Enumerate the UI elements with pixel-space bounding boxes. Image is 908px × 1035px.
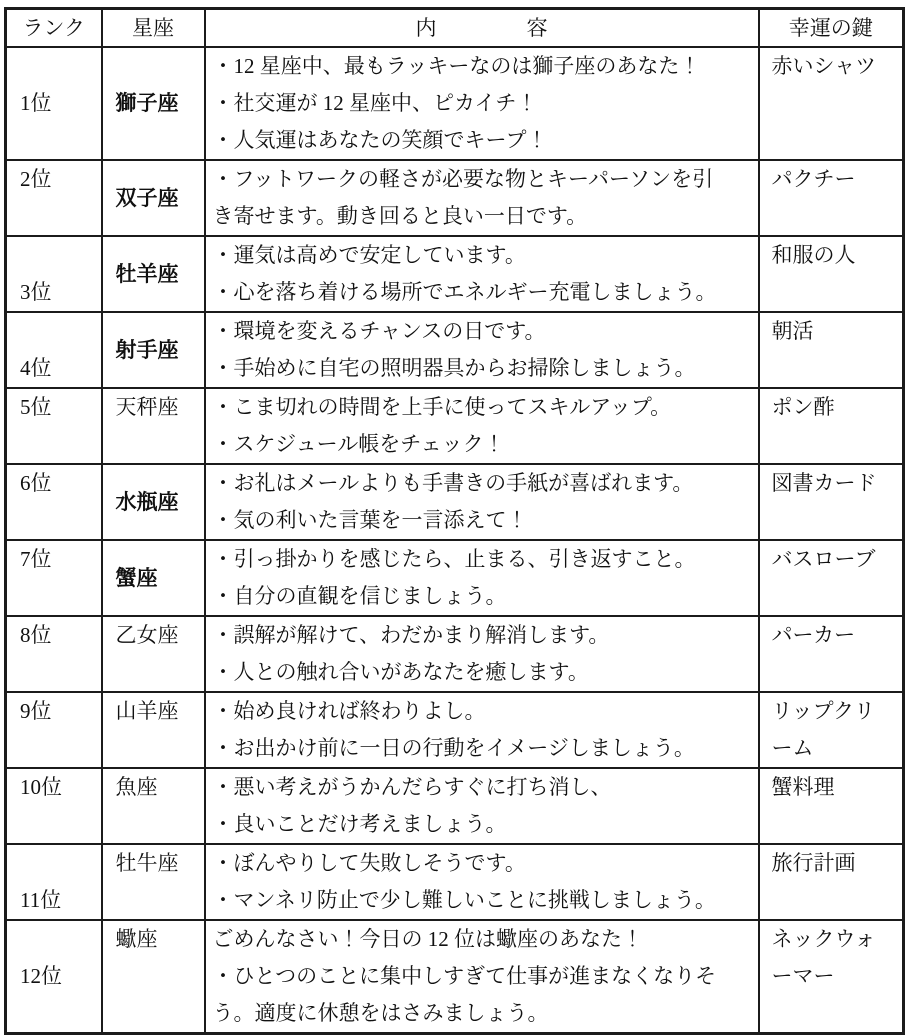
sign-cell: 山羊座 <box>102 692 205 768</box>
lucky-cell <box>759 768 904 844</box>
table-row <box>6 160 904 236</box>
content-line: ・心を落ち着ける場所でエネルギー充電しましょう。 <box>212 280 717 304</box>
content-line: ・人気運はあなたの笑顔でキープ！ <box>212 128 548 152</box>
content-line: ・始め良ければ終わりよし。 <box>212 699 486 723</box>
sign-cell: 獅子座 <box>102 47 205 160</box>
content-line: ・悪い考えがうかんだらすぐに打ち消し、 <box>212 775 612 799</box>
sign-cell: 天秤座 <box>102 388 205 464</box>
header-content-char-1: 内 <box>415 16 437 40</box>
lucky-cell <box>759 236 904 312</box>
rank-cell: 10位 <box>6 768 102 844</box>
lucky-line: 朝活 <box>771 319 814 343</box>
lucky-cell <box>759 844 904 920</box>
lucky-line: 和服の人 <box>771 243 856 267</box>
content-line: ・人との触れ合いがあなたを癒します。 <box>212 660 589 684</box>
content-line: ・引っ掛かりを感じたら、止まる、引き返すこと。 <box>212 547 696 571</box>
header-content-inner <box>206 11 758 45</box>
lucky-line: パクチー <box>771 167 856 191</box>
rank-cell: 9位 <box>6 692 102 768</box>
lucky-cell <box>759 388 904 464</box>
content-line: ・誤解が解けて、わだかまり解消します。 <box>212 623 610 647</box>
content-cell <box>205 160 759 236</box>
sign-cell: 蠍座 <box>102 920 205 1034</box>
table-row <box>6 768 904 844</box>
table-row <box>6 47 904 160</box>
lucky-cell <box>759 616 904 692</box>
content-cell <box>205 236 759 312</box>
table-header <box>6 9 904 48</box>
lucky-line: パーカー <box>771 623 856 647</box>
rank-cell: 5位 <box>6 388 102 464</box>
sign-cell: 水瓶座 <box>102 464 205 540</box>
content-line: ・ぼんやりして失敗しそうです。 <box>212 851 526 875</box>
content-line: ・お礼はメールよりも手書きの手紙が喜ばれます。 <box>212 471 694 495</box>
content-line: ・環境を変えるチャンスの日です。 <box>212 319 546 343</box>
table-row <box>6 920 904 1034</box>
content-line: ・運気は高めで安定しています。 <box>212 243 526 267</box>
lucky-line: 赤いシャツ <box>771 54 877 78</box>
lucky-line: リップクリ <box>771 699 876 723</box>
lucky-cell <box>759 540 904 616</box>
table-row <box>6 540 904 616</box>
lucky-line: ーマー <box>771 964 835 988</box>
content-cell <box>205 768 759 844</box>
header-rank: ランク <box>6 9 102 48</box>
content-line: ・お出かけ前に一日の行動をイメージしましょう。 <box>212 736 695 760</box>
content-line: ・社交運が 12 星座中、ピカイチ！ <box>212 91 538 115</box>
table-row <box>6 616 904 692</box>
table-row <box>6 692 904 768</box>
lucky-cell <box>759 464 904 540</box>
table-row <box>6 464 904 540</box>
header-content-char-2: 容 <box>526 16 548 40</box>
rank-cell: 2位 <box>6 160 102 236</box>
content-line: ・良いことだけ考えましょう。 <box>212 812 507 836</box>
lucky-line: ポン酢 <box>771 395 835 419</box>
lucky-line: 蟹料理 <box>771 775 835 799</box>
content-line: ・マンネリ防止で少し難しいことに挑戦しましょう。 <box>212 888 716 912</box>
rank-cell: 1位 <box>6 47 102 160</box>
rank-cell: 8位 <box>6 616 102 692</box>
content-cell <box>205 388 759 464</box>
lucky-line: ネックウォ <box>771 927 876 951</box>
sign-cell: 双子座 <box>102 160 205 236</box>
table-body <box>6 47 904 1034</box>
header-row <box>6 9 904 48</box>
lucky-cell <box>759 47 904 160</box>
content-cell <box>205 540 759 616</box>
content-cell <box>205 616 759 692</box>
lucky-cell <box>759 920 904 1034</box>
content-line: ・12 星座中、最もラッキーなのは獅子座のあなた！ <box>212 54 701 78</box>
content-line: う。適度に休憩をはさみましょう。 <box>212 1001 549 1025</box>
content-line: ・手始めに自宅の照明器具からお掃除しましょう。 <box>212 356 696 380</box>
rank-cell: 12位 <box>6 920 102 1034</box>
header-sign: 星座 <box>102 9 205 48</box>
lucky-cell <box>759 692 904 768</box>
table-row <box>6 388 904 464</box>
content-line: ・ひとつのことに集中しすぎて仕事が進まなくなりそ <box>212 964 717 988</box>
content-cell <box>205 464 759 540</box>
content-cell <box>205 312 759 388</box>
header-lucky: 幸運の鍵 <box>759 9 904 48</box>
content-cell <box>205 920 759 1034</box>
content-cell <box>205 692 759 768</box>
sign-cell: 射手座 <box>102 312 205 388</box>
sign-cell: 魚座 <box>102 768 205 844</box>
content-line: き寄せます。動き回ると良い一日です。 <box>212 204 588 228</box>
sign-cell: 乙女座 <box>102 616 205 692</box>
lucky-line: 旅行計画 <box>771 851 856 875</box>
rank-cell: 7位 <box>6 540 102 616</box>
content-line: ・スケジュール帳をチェック！ <box>212 432 505 456</box>
lucky-line: ーム <box>771 736 814 760</box>
table-row <box>6 236 904 312</box>
sign-cell: 牡牛座 <box>102 844 205 920</box>
content-cell <box>205 844 759 920</box>
table-row <box>6 312 904 388</box>
lucky-cell <box>759 312 904 388</box>
lucky-line: バスローブ <box>771 547 876 571</box>
rank-cell: 11位 <box>6 844 102 920</box>
content-line: ・自分の直観を信じましょう。 <box>212 584 507 608</box>
content-line: ・気の利いた言葉を一言添えて！ <box>212 508 528 532</box>
lucky-line: 図書カード <box>771 471 877 495</box>
content-line: ・こま切れの時間を上手に使ってスキルアップ。 <box>212 395 672 419</box>
sign-cell: 蟹座 <box>102 540 205 616</box>
lucky-cell <box>759 160 904 236</box>
content-cell <box>205 47 759 160</box>
content-line: ごめんなさい！今日の 12 位は蠍座のあなた！ <box>212 927 643 951</box>
content-line: ・フットワークの軽さが必要な物とキーパーソンを引 <box>212 167 714 191</box>
rank-cell: 6位 <box>6 464 102 540</box>
horoscope-ranking-table <box>4 7 905 1035</box>
table-row <box>6 844 904 920</box>
sign-cell: 牡羊座 <box>102 236 205 312</box>
header-content <box>205 9 759 48</box>
rank-cell: 4位 <box>6 312 102 388</box>
rank-cell: 3位 <box>6 236 102 312</box>
